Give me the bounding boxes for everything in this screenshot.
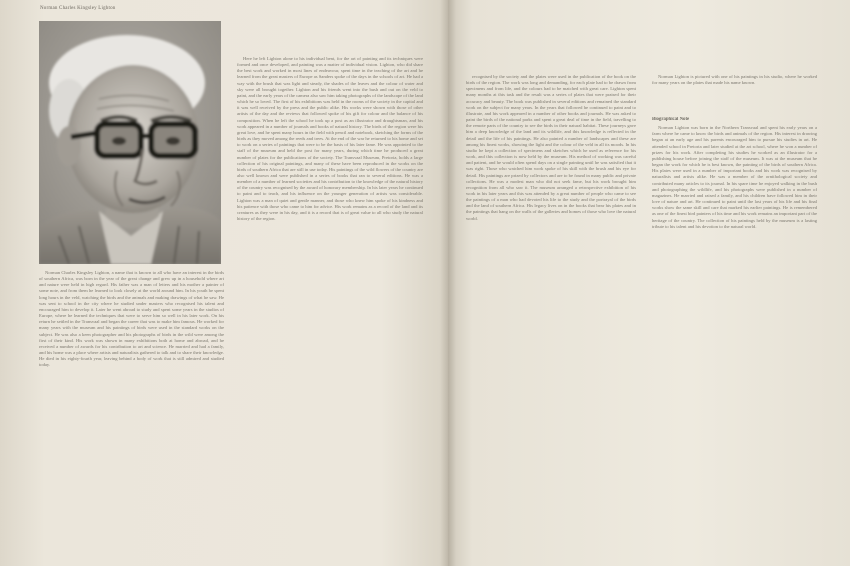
running-head: Norman Charles Kingsley Lighton (40, 6, 116, 11)
left-page-column-bottom (39, 270, 224, 555)
portrait-image (39, 21, 221, 264)
left-page-column-top (237, 56, 423, 556)
caption-text: Norman Lighton is pictured with one of his paintings in his studio, where he worked for many years on the plates that made his name known. (652, 74, 817, 86)
body-text: recognised by the society and the plates were used in the publication of the book on the birds of the region. The work was long and demanding, for each plate had to be drawn from specimens and from life, and the colours had to be matched with great care. Lighton spent many months at this task and the result was a series of plates that were praised for their accuracy and beauty. The book was published in several editions and remained the standard work on the subject for many years. In the years that followed he continued to paint and to illustrate, and his work appeared in a number of other books and journals. He was asked to paint the birds of the national parks and spent a great deal of time in the field, travelling to the remote parts of the country to see the birds in their natural habitat. These journeys gave him a deep knowledge of the land and its wildlife, and this knowledge is reflected in the detail and the life of his paintings. He also painted a number of landscapes and these are among his finest works, showing the light and the colour of the veld in all its moods. In his studio he kept a collection of specimens and sketches which he used as reference for his work, and this collection is now held by the museum. His method of working was careful and patient, and he would often spend days on a single painting until he was satisfied that it was right. Those who watched him work spoke of his skill with the brush and his eye for detail. His paintings are prized by collectors and are to be found in many public and private collections. He was a modest man who did not seek fame, but his work brought him recognition from all who saw it. The museum arranged a retrospective exhibition of his work in his later years and this was attended by a great number of people who came to see the paintings of a man who had devoted his life to the study and the portrayal of the birds and the land of southern Africa. His legacy lives on in the books that bear his plates and in the paintings that hang on the walls of the galleries and homes of those who love the natural world. (466, 74, 636, 221)
right-page-caption (652, 74, 817, 104)
body-text: Norman Charles Kingsley Lighton, a name that is known to all who have an interest in the birds of southern Africa, was born in the year of the great change and grew up in a household where art and nature were held in high regard. His father was a man of letters and his mother a painter of some note, and from them he learned to look closely at the world around him. In his youth he spent long hours in the veld, watching the birds and the animals and making drawings of what he saw. He was sent to school in the city where he studied under masters who recognised his talent and encouraged him to develop it. Later he went abroad to study and spent some years in the studios of Europe, where he learned the techniques that were to serve him so well in his later work. On his return he settled in the Transvaal and began the career that was to make him famous. He worked for many years with the museum and his paintings of birds were used in the standard works on the subject. He was also a keen photographer and his photographs of birds in the wild were among the first of their kind. His work was shown in many exhibitions both at home and abroad, and he received a number of awards for his contribution to art and science. He married and had a family, and his home was a place where artists and naturalists gathered to talk and to share their knowledge. He died in his eighty-fourth year, leaving behind a body of work that is still admired and studied today. (39, 270, 224, 368)
portrait-photo (39, 21, 221, 264)
right-page-column-main (466, 74, 636, 556)
body-text: Here he left Lighton alone to his individual bent, for the art of painting and its techniques were formed and once developed, and painting was a matter of individual vision. Lighton, who did share the best work and worked in most lines of endeavour, spent time in the teaching of the art and he learned from the great masters of Europe as Sanders spoke of the days in the schools of art. He had a way with the brush that was light and steady, the shades of the leaves and the colour of water and sky were all brought together. Lighton and his friends went into the bush and out on the veld to paint, and the early years of the camera also saw him taking photographs of the landscape of the land which he so loved. The first of his exhibitions was held in the rooms of the society in the capital and it was well received by the press and the public alike. His works were shown with those of other artists of the day and the reviews that followed spoke of his gift for colour and the balance of his composition. When he left the school he took up a post as an illustrator and draughtsman, and his work appeared in a number of journals and books of natural history. The birds of the region were his great love, and he spent many hours in the field with pencil and notebook, sketching the forms of the birds as they moved among the reeds and trees. At the end of the war he returned to his home and set to work on a series of paintings that were to be the basis of his later fame. He was appointed to the staff of the museum and held the post for many years, during which time he produced a great number of plates for the publications of the society. The Transvaal Museum, Pretoria, holds a large collection of his original paintings, and many of these have been reproduced in the works on the birds of southern Africa that are still in use today. His paintings of the wild flowers of the country are also well known and were published in a series of books that ran to several editions. He was a member of a number of learned societies and his contribution to the knowledge of the natural history of the country was recognised by the award of honorary membership. In his later years he continued to paint and to teach, and his influence on the younger generation of artists was considerable. Lighton was a man of quiet and gentle manner, and those who knew him spoke of his kindness and his patience with those who came to him for advice. His work remains as a record of the land and its creatures as they were in his day, and it is a record that is of great value to all who study the natural history of the region. (237, 56, 423, 222)
body-text: Norman Lighton was born in the Northern Transvaal and spent his early years on a farm where he came to know the birds and animals of the region. His interest in drawing began at an early age and his parents encouraged him to pursue his studies in art. He attended school in Pretoria and later studied at the art school, where he won a number of prizes for his work. After completing his studies he worked as an illustrator for a publishing house before joining the staff of the museum. It was at the museum that he began the work for which he is best known, the painting of the birds of southern Africa. His plates were used in a number of important books and his work was recognised by naturalists and artists alike. He was a member of the ornithological society and contributed many articles to its journal. In his spare time he enjoyed walking in the bush and photographing the wildlife, and his photographs were published in a number of magazines. He married and raised a family, and his children have followed him in their love of nature and art. He continued to paint until the last years of his life and his final works show the same skill and care that marked his earlier paintings. He is remembered as one of the finest bird painters of his time and his work remains an important part of the heritage of the country. The collection of his paintings held by the museum is a lasting tribute to his talent and his devotion to the natural world. (652, 125, 817, 229)
section-heading: Biographical Note (652, 117, 690, 122)
book-gutter (440, 0, 456, 566)
right-page-column-side (652, 114, 817, 544)
